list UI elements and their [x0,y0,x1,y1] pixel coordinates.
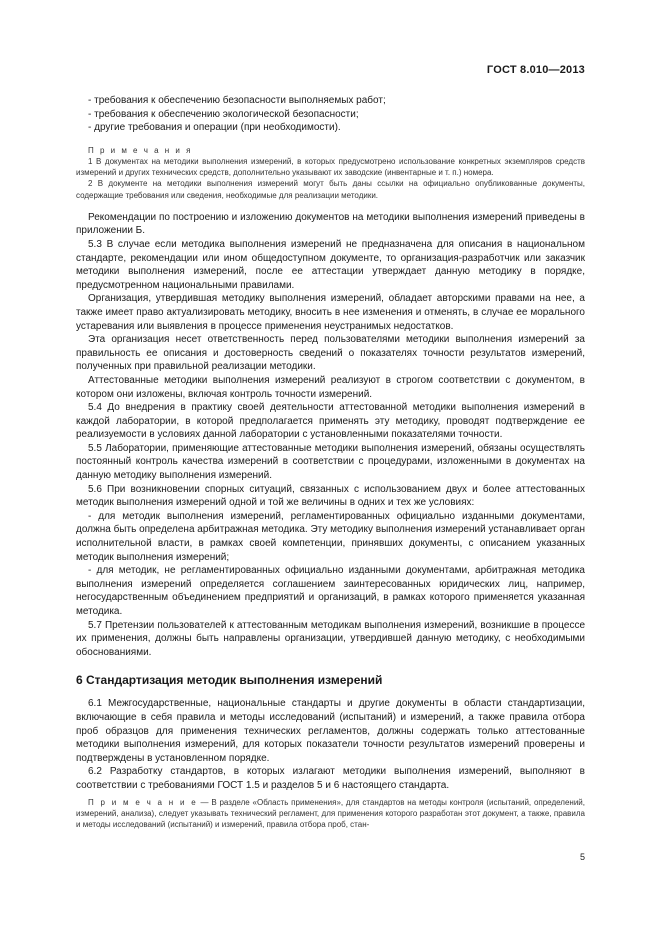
paragraph-5-6: 5.6 При возникновении спорных ситуаций, связанных с использованием двух и более аттестованных методик выполнения измерений одной и той же величины в одних и тех же условиях: [76,483,585,509]
page-content [76,94,585,830]
paragraph-5-3: 5.3 В случае если методика выполнения измерений не предназначена для описания в национальном стандарте, рекомендации или ином общедоступном документе, то организация-разработчик или заказчик методики выполнения измерений, после ее аттестации утверждает данную методику в порядке, предусмотренном национальными правилами. [76,238,585,291]
paragraph: Аттестованные методики выполнения измерений реализуют в строгом соответствии с документом, в котором они изложены, включая контроль точности измерений. [76,374,585,400]
document-id: ГОСТ 8.010—2013 [486,64,585,76]
section-heading: 6 Стандартизация методик выполнения измерений [76,673,383,688]
page-number: 5 [579,852,585,862]
paragraph: Рекомендации по построению и изложению документов на методики выполнения измерений приведены в приложении Б. [76,211,585,237]
paragraph-5-5: 5.5 Лаборатории, применяющие аттестованные методики выполнения измерений, обязаны осуществлять постоянный контроль качества измерений в соответствии с процедурами, изложенными в документах на данную методику выполнения измерений. [76,442,585,482]
paragraph-5-7: 5.7 Претензии пользователей к аттестованным методикам выполнения измерений, возникшие в процессе их применения, должны быть направлены организации, утвердившей данную методику, с необходимыми обоснованиями. [76,619,585,658]
paragraph-5-4: 5.4 До внедрения в практику своей деятельности аттестованной методики выполнения измерений в каждой лаборатории, в которой предполагается применять эту методику, проводят подтверждение ее реализуемости в условиях данной лаборатории с установленными показателями точности. [76,402,585,441]
list-item: - требования к обеспечению безопасности выполняемых работ; [88,95,386,106]
note-2: 2 В документе на методики выполнения измерений могут быть даны ссылки на официально опубликованные документы, содержащие требования или сведения, необходимые для реализации методики. [76,179,585,200]
notes-title: П р и м е ч а н и я [88,145,193,155]
list-item: - для методик выполнения измерений, регламентированных официально изданными документами, должна быть определена арбитражная методика. Эту методику выполнения измерений устанавливает орган исполнительной власти, в рамках своей компетенции, принявших документы, с описанием указанных методик выполнения измерений; [76,510,585,563]
paragraph: Организация, утвердившая методику выполнения измерений, обладает авторскими правами на нее, а также имеет право актуализировать методику, вносить в нее изменения и отменять, в случае ее морального устаревания или выявления в процессе применения неустранимых недостатков. [76,293,585,332]
paragraph: Эта организация несет ответственность перед пользователями методики выполнения измерений за правильность ее описания и достоверность сведений о показателях точности результатов измерений, полученных при правильной реализации методики. [76,334,585,373]
list-item: - другие требования и операции (при необходимости). [88,122,341,134]
paragraph-6-1: 6.1 Межгосударственные, национальные стандарты и другие документы в области стандартизации, включающие в себя правила и методы исследований (испытаний) и измерений, а также правила отбора проб образцов для применения технических регламентов, должны содержать только аттестованные методики выполнения измерений, для которых показатели точности результатов измерений проверены и подтверждены в установленном порядке. [76,698,585,764]
note-1: 1 В документах на методики выполнения измерений, в которых предусмотрено использование конкретных экземпляров средств измерений и других технических средств, дополнительно указывают их заводские (инвентарные и т. п.) номера. [76,156,585,178]
list-item: - требования к обеспечению экологической безопасности; [88,108,359,120]
paragraph-6-2: 6.2 Разработку стандартов, в которых излагают методики выполнения измерений, выполняют в соответствии с требованиями ГОСТ 1.5 и разделов 5 и 6 настоящего стандарта. [76,766,585,791]
note-label: П р и м е ч а н и е [88,797,198,807]
note-section6 [76,797,585,831]
list-item: - для методик, не регламентированных официально изданными документами, арбитражная методика выполнения измерений определяется соглашением заинтересованных юридических лиц, например, негосударственным объединением предприятий и организаций, в рамках которого применяется указанная методика. [76,565,585,618]
note-text: — В разделе «Область применения», для стандартов на методы контроля (испытаний, определений, измерений, анализа), следует указывать технический регламент, для применения которого разработан этот документ, а также, правила и методы исследований (испытаний) и измерений, правила отбора проб, стан- [76,797,585,829]
